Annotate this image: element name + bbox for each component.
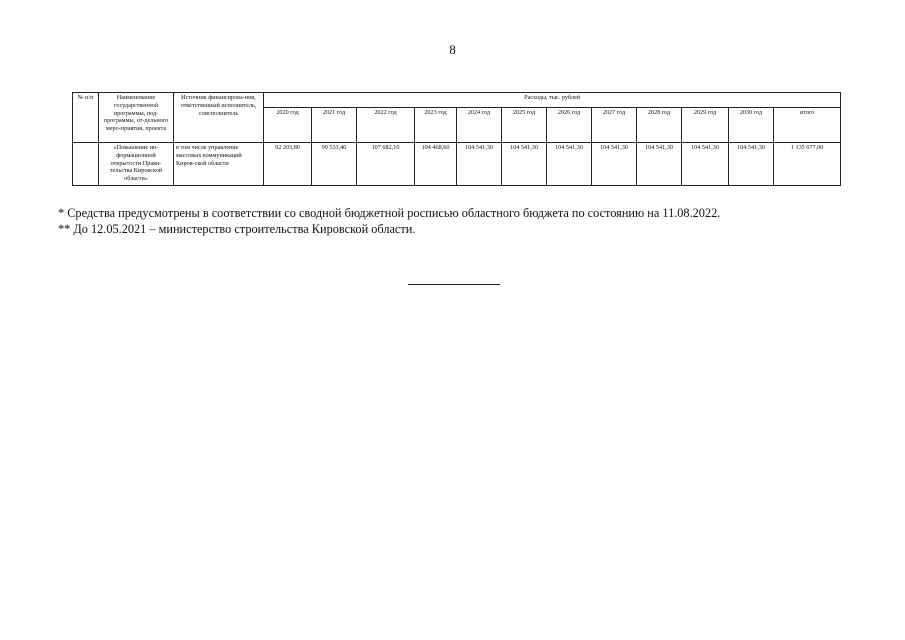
header-year: 2027 год <box>592 108 637 143</box>
row-value: 104 541,30 <box>729 143 774 186</box>
table-row <box>73 143 841 186</box>
header-num: № п/п <box>73 93 99 143</box>
footnote: * Средства предусмотрены в соответствии со сводной бюджетной росписью областного бюджета по состоянию на 11.08.2022. <box>58 206 721 220</box>
header-source: Источник финансирова-ния, ответственный исполнитель, соисполнитель <box>174 93 264 143</box>
row-value: 99 533,40 <box>312 143 357 186</box>
footnotes <box>58 205 858 237</box>
page-number: 8 <box>449 42 456 57</box>
row-value: 104 541,30 <box>637 143 682 186</box>
header-year: 2030 год <box>729 108 774 143</box>
row-num <box>73 143 99 186</box>
row-source: в том числе управление массовых коммуникаций Киров-ской области <box>174 143 264 186</box>
header-year: 2021 год <box>312 108 357 143</box>
header-row-top <box>73 93 841 108</box>
row-total: 1 135 677,00 <box>774 143 841 186</box>
header-year: 2028 год <box>637 108 682 143</box>
row-value: 104 541,30 <box>592 143 637 186</box>
header-year: 2020 год <box>264 108 312 143</box>
footnote: ** До 12.05.2021 – министерство строительства Кировской области. <box>58 222 416 236</box>
header-year: 2025 год <box>502 108 547 143</box>
header-year: 2024 год <box>457 108 502 143</box>
row-value: 104 468,60 <box>415 143 457 186</box>
row-value: 107 682,10 <box>357 143 415 186</box>
header-year: 2022 год <box>357 108 415 143</box>
closing-line <box>408 284 500 285</box>
row-value: 104 541,30 <box>457 143 502 186</box>
header-year: 2026 год <box>547 108 592 143</box>
header-total: итого <box>774 108 841 143</box>
header-name: Наименование государственной программы, под-программы, от-дельного меро-приятия, проекта <box>99 93 174 143</box>
budget-table <box>72 92 841 186</box>
header-year: 2023 год <box>415 108 457 143</box>
row-value: 104 541,30 <box>502 143 547 186</box>
header-expenses: Расходы, тыс. рублей <box>264 93 841 108</box>
header-year: 2029 год <box>682 108 729 143</box>
row-value: 92 203,80 <box>264 143 312 186</box>
row-value: 104 541,30 <box>682 143 729 186</box>
row-value: 104 541,30 <box>547 143 592 186</box>
row-name: «Повышение ин-формационной открытости Прави-тельства Кировской области» <box>99 143 174 186</box>
